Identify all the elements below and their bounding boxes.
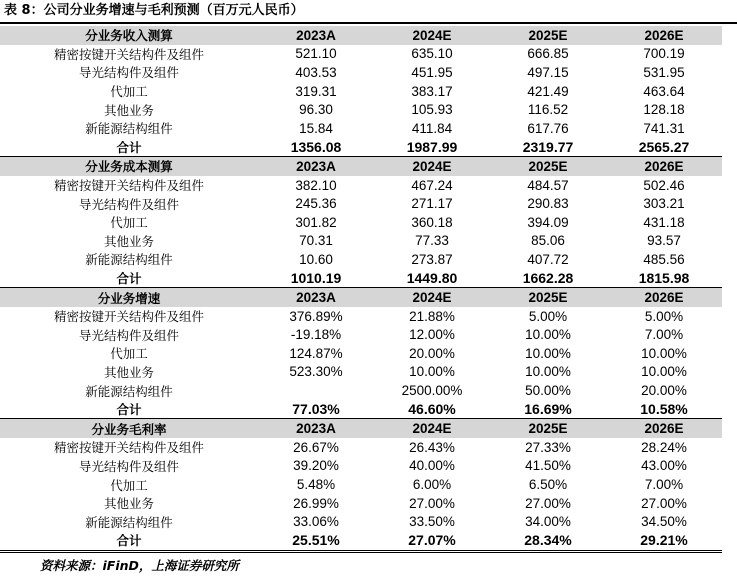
table-row (0, 307, 722, 326)
cell-value: 273.87 (411, 251, 453, 267)
cell-value: 2025E (490, 419, 606, 438)
row-label: 其他业务 (103, 364, 154, 380)
row-label: 合计 (0, 531, 258, 550)
table-row (0, 457, 722, 476)
cell-value (258, 381, 374, 400)
source-note: 资料来源：iFinD，上海证券研究所 (40, 558, 239, 573)
row-label: 新能源结构组件 (85, 121, 173, 137)
section-header-row (0, 419, 722, 438)
cell-value: 485.56 (643, 251, 685, 267)
cell-value: 116.52 (527, 102, 569, 118)
cell-value: 77.03% (258, 400, 374, 419)
row-label: 精密按键开关结构件及组件 (53, 309, 204, 325)
cell-value: -19.18% (290, 327, 342, 343)
table-row (0, 119, 722, 138)
row-label: 代加工 (110, 346, 148, 362)
table-row (0, 194, 722, 213)
source-divider (0, 552, 722, 553)
cell-value: 360.18 (411, 214, 453, 230)
cell-value: 2024E (374, 157, 490, 176)
cell-value: 10.00% (525, 327, 571, 343)
cell-value: 635.10 (411, 46, 453, 62)
table-row (0, 63, 722, 82)
cell-value: 29.21% (606, 531, 722, 550)
cell-value: 77.33 (415, 233, 449, 249)
cell-value: 1010.19 (258, 269, 374, 288)
row-label: 其他业务 (103, 102, 154, 118)
row-label: 代加工 (110, 84, 148, 100)
cell-value: 521.10 (295, 46, 337, 62)
table-row (0, 45, 722, 64)
cell-value: 124.87% (289, 345, 343, 361)
row-label: 分业务毛利率 (0, 419, 258, 438)
row-label: 导光结构件及组件 (78, 327, 179, 343)
total-row (0, 269, 722, 288)
cell-value: 5.00% (528, 308, 568, 324)
cell-value: 411.84 (411, 120, 453, 136)
table-row (0, 213, 722, 232)
cell-value: 26.67% (293, 439, 339, 455)
row-label: 新能源结构组件 (85, 383, 173, 399)
table-row (0, 494, 722, 513)
section-header-row (0, 157, 722, 176)
row-label: 其他业务 (103, 233, 154, 249)
cell-value: 531.95 (643, 64, 685, 80)
total-row (0, 138, 722, 157)
cell-value: 700.19 (643, 46, 685, 62)
cell-value: 2023A (258, 419, 374, 438)
cell-value: 6.00% (412, 477, 452, 493)
cell-value: 1815.98 (606, 269, 722, 288)
cell-value: 421.49 (527, 83, 569, 99)
cell-value: 27.00% (641, 495, 687, 511)
cell-value: 128.18 (643, 102, 685, 118)
cell-value: 407.72 (527, 251, 569, 267)
cell-value: 20.00% (409, 345, 455, 361)
cell-value: 41.50% (525, 458, 571, 474)
cell-value: 2026E (606, 419, 722, 438)
cell-value: 497.15 (527, 64, 569, 80)
cell-value: 6.50% (528, 477, 568, 493)
row-label: 精密按键开关结构件及组件 (53, 46, 204, 62)
cell-value: 666.85 (527, 46, 569, 62)
cell-value: 20.00% (641, 383, 687, 399)
section-header-row (0, 288, 722, 307)
cell-value: 467.24 (411, 177, 453, 193)
cell-value: 40.00% (409, 458, 455, 474)
cell-value: 33.50% (409, 514, 455, 530)
cell-value: 303.21 (643, 196, 685, 212)
cell-value: 10.00% (641, 364, 687, 380)
cell-value: 245.36 (295, 196, 337, 212)
cell-value: 290.83 (527, 196, 569, 212)
cell-value: 2024E (374, 288, 490, 307)
cell-value: 10.60 (299, 251, 333, 267)
cell-value: 50.00% (525, 383, 571, 399)
row-label: 代加工 (110, 215, 148, 231)
table-row (0, 363, 722, 382)
table-row (0, 438, 722, 457)
table-row (0, 100, 722, 119)
cell-value: 15.84 (299, 120, 333, 136)
cell-value: 2024E (374, 419, 490, 438)
cell-value: 27.00% (525, 495, 571, 511)
cell-value: 27.33% (525, 439, 571, 455)
row-label: 新能源结构组件 (85, 252, 173, 268)
table-row (0, 82, 722, 101)
cell-value: 34.00% (525, 514, 571, 530)
row-label: 导光结构件及组件 (78, 196, 179, 212)
row-label: 导光结构件及组件 (78, 65, 179, 81)
table-row (0, 176, 722, 195)
row-label: 代加工 (110, 477, 148, 493)
row-label: 分业务增速 (0, 288, 258, 307)
cell-value: 46.60% (374, 400, 490, 419)
cell-value: 28.24% (641, 439, 687, 455)
cell-value: 28.34% (490, 531, 606, 550)
cell-value: 34.50% (641, 514, 687, 530)
cell-value: 43.00% (641, 458, 687, 474)
cell-value: 617.76 (527, 120, 569, 136)
cell-value: 5.48% (296, 477, 336, 493)
row-label: 合计 (0, 400, 258, 419)
cell-value: 2025E (490, 288, 606, 307)
cell-value: 383.17 (411, 83, 453, 99)
row-label: 精密按键开关结构件及组件 (53, 440, 204, 456)
total-row (0, 531, 722, 550)
cell-value: 382.10 (295, 177, 337, 193)
cell-value: 2319.77 (490, 138, 606, 157)
cell-value: 1662.28 (490, 269, 606, 288)
cell-value: 741.31 (643, 120, 685, 136)
section-header-row (0, 26, 722, 45)
cell-value: 319.31 (295, 83, 337, 99)
cell-value: 21.88% (409, 308, 455, 324)
cell-value: 2023A (258, 26, 374, 45)
table-row (0, 512, 722, 531)
row-label: 精密按键开关结构件及组件 (53, 178, 204, 194)
row-label: 导光结构件及组件 (78, 458, 179, 474)
cell-value: 27.07% (374, 531, 490, 550)
table-row (0, 381, 722, 400)
table-row (0, 326, 722, 345)
row-label: 合计 (0, 269, 258, 288)
table-title: 表 8：公司分业务增速与毛利预测（百万元人民币） (4, 3, 304, 18)
cell-value: 1987.99 (374, 138, 490, 157)
row-label: 新能源结构组件 (85, 514, 173, 530)
cell-value: 85.06 (531, 233, 565, 249)
cell-value: 10.00% (641, 345, 687, 361)
row-label: 其他业务 (103, 496, 154, 512)
cell-value: 2565.27 (606, 138, 722, 157)
row-label: 合计 (0, 138, 258, 157)
cell-value: 451.95 (411, 64, 453, 80)
table-row (0, 232, 722, 251)
forecast-table (0, 26, 722, 551)
cell-value: 70.31 (299, 233, 333, 249)
row-label: 分业务成本测算 (0, 157, 258, 176)
cell-value: 26.43% (409, 439, 455, 455)
cell-value: 105.93 (411, 102, 453, 118)
table-row (0, 475, 722, 494)
cell-value: 7.00% (644, 477, 684, 493)
cell-value: 10.58% (606, 400, 722, 419)
cell-value: 271.17 (411, 196, 453, 212)
cell-value: 39.20% (293, 458, 339, 474)
cell-value: 2026E (606, 26, 722, 45)
cell-value: 2026E (606, 288, 722, 307)
cell-value: 2500.00% (401, 383, 463, 399)
cell-value: 26.99% (293, 495, 339, 511)
cell-value: 96.30 (299, 102, 333, 118)
cell-value: 403.53 (295, 64, 337, 80)
cell-value: 2023A (258, 157, 374, 176)
cell-value: 1449.80 (374, 269, 490, 288)
cell-value: 1356.08 (258, 138, 374, 157)
cell-value: 463.64 (643, 83, 685, 99)
cell-value: 2023A (258, 288, 374, 307)
cell-value: 2025E (490, 26, 606, 45)
cell-value: 10.00% (525, 345, 571, 361)
cell-value: 27.00% (409, 495, 455, 511)
cell-value: 502.46 (643, 177, 685, 193)
cell-value: 2026E (606, 157, 722, 176)
cell-value: 12.00% (409, 327, 455, 343)
cell-value: 5.00% (644, 308, 684, 324)
cell-value: 25.51% (258, 531, 374, 550)
cell-value: 2025E (490, 157, 606, 176)
cell-value: 16.69% (490, 400, 606, 419)
cell-value: 33.06% (293, 514, 339, 530)
cell-value: 2024E (374, 26, 490, 45)
row-label: 分业务收入测算 (0, 26, 258, 45)
cell-value: 431.18 (643, 214, 685, 230)
cell-value: 7.00% (644, 327, 684, 343)
title-divider (0, 22, 737, 24)
cell-value: 10.00% (525, 364, 571, 380)
cell-value: 376.89% (289, 308, 343, 324)
cell-value: 523.30% (289, 364, 343, 380)
table-row (0, 344, 722, 363)
table-row (0, 250, 722, 269)
cell-value: 10.00% (409, 364, 455, 380)
cell-value: 301.82 (295, 214, 337, 230)
cell-value: 394.09 (527, 214, 569, 230)
total-row (0, 400, 722, 419)
cell-value: 484.57 (527, 177, 569, 193)
cell-value: 93.57 (647, 233, 681, 249)
